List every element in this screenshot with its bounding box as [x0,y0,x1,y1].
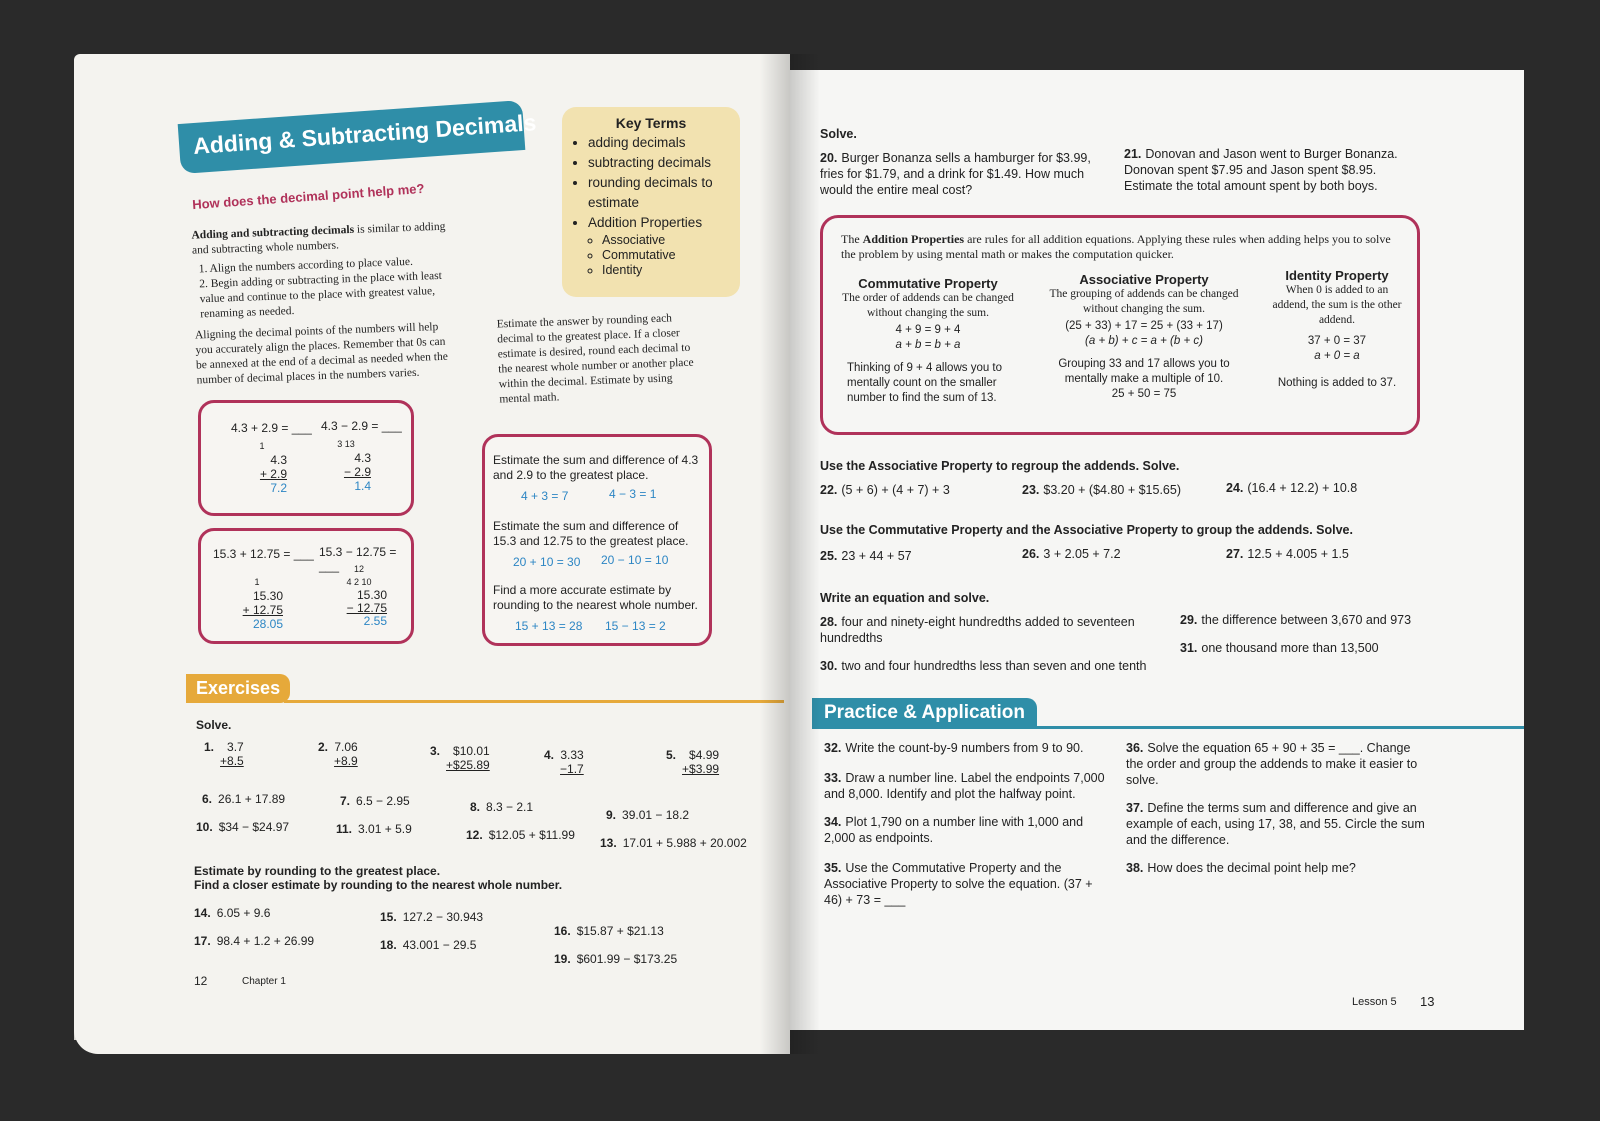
question-23: 23. $3.20 + ($4.80 + $15.65) [1022,483,1182,497]
example-box-1 [198,400,414,516]
add-work: 1 4.3 + 2.9 7.2 [259,441,287,495]
example-box-2 [198,528,414,644]
key-subterm: ◦ Identity [602,263,726,278]
question-28: 28. four and ninety-eight hundredths added to seventeen hundredths [820,615,1135,645]
estimate-2-diff: 20 − 10 = 10 [601,553,669,567]
estimate-box [482,434,712,646]
estimate-1-text: Estimate the sum and difference of 4.3 and 2.9 to the greatest place. [493,453,699,482]
exercise-17: 17. 98.4 + 1.2 + 26.99 [194,934,315,948]
sub-work: 3 13 4.3 − 2.9 1.4 [337,439,371,493]
addition-properties-box [820,215,1420,435]
exercise-7: 7. 6.5 − 2.95 [340,794,410,808]
associative-property: Associative Property The grouping of addends can be changed without changing the sum. (25 + 33) + 17 = 25 + (33 + 17) (a + b) + c = a + (b + c) Grouping 33 and 17 allows you to mentally make a multiple of 10. 25 + 50 = 75 [1049,272,1239,400]
estimate-3-sum: 15 + 13 = 28 [515,619,583,633]
exercise-15: 15. 127.2 − 30.943 [380,910,484,924]
estimate-3-diff: 15 − 13 = 2 [605,619,666,633]
book-spine [760,54,820,1054]
solve-label: Solve. [196,718,232,732]
question-31: 31. one thousand more than 13,500 [1180,641,1379,655]
exercise-16: 16. $15.87 + $21.13 [554,924,664,938]
exercise-10: 10. $34 − $24.97 [196,820,290,834]
associative-instructions: Use the Associative Property to regroup the addends. Solve. [820,459,1180,473]
step-1: 1. Align the numbers according to place value. [198,255,414,276]
chapter-label: Chapter 1 [242,976,286,987]
question-35: 35. Use the Commutative Property and the Associative Property to solve the equation. (37 + 46) + 73 = ___ [824,861,1093,907]
right-page [790,70,1524,1030]
exercise-3: 3. $10.01 +$25.89 [430,744,490,772]
align-text: Aligning the decimal points of the numbers will help you accurately align the places. Remember that 0s can be annexed at the end of a decimal as needed when the number of decimal places in the numbers varies. [194,321,449,387]
solve-label-right: Solve. [820,127,857,141]
essential-question: How does the decimal point help me? [191,180,425,213]
exercises-rule [284,700,784,703]
estimate-3-text: Find a more accurate estimate by rounding to the nearest whole number. [493,583,698,612]
key-subterm: ◦ Commutative [602,248,726,263]
question-37: 37. Define the terms sum and difference and give an example of each, using 17, 38, and 55. Circle the sum and the difference. [1126,801,1425,847]
step-2: 2. Begin adding or subtracting in the place with least value and continue to the place with greatest value, renaming as needed. [199,269,443,321]
lesson-title: Adding & Subtracting Decimals [178,100,526,174]
sub-work: 12 4 2 10 15.30 − 12.75 2.55 [346,564,387,628]
estimate-instructions: Estimate by rounding to the greatest place. Find a closer estimate by rounding to the nearest whole number. [194,864,563,892]
key-terms-box [562,107,740,297]
commutative-instructions: Use the Commutative Property and the Associative Property to group the addends. Solve. [820,523,1353,537]
exercise-13: 13. 17.01 + 5.988 + 20.002 [600,836,747,850]
exercise-1: 1. 3.7 +8.5 [204,740,244,768]
commutative-property: Commutative Property The order of addends can be changed without changing the sum. 4 + 9 = 9 + 4 a + b = b + a Thinking of 9 + 4 allows you to mentally count on the smaller number to find the sum of 13. [842,276,1014,404]
question-30: 30. two and four hundredths less than seven and one tenth [820,659,1147,673]
left-page [74,54,790,1054]
question-32: 32. Write the count-by-9 numbers from 9 to 90. [824,741,1084,755]
question-22: 22. (5 + 6) + (4 + 7) + 3 [820,483,950,497]
exercise-12: 12. $12.05 + $11.99 [466,828,575,842]
key-term: • subtracting decimals [588,153,726,173]
question-21: 21. Donovan and Jason went to Burger Bonanza. Donovan spent $7.95 and Jason spent $8.95. Estimate the total amount spent by both boys. [1124,147,1398,193]
estimate-2-sum: 20 + 10 = 30 [513,555,581,569]
question-36: 36. Solve the equation 65 + 90 + 35 = ___. Change the order and group the addends to make it easier to solve. [1126,741,1418,787]
exercise-14: 14. 6.05 + 9.6 [194,906,271,920]
page-number-left: 12 [194,974,208,988]
question-27: 27. 12.5 + 4.005 + 1.5 [1226,547,1349,561]
key-term: • Addition Properties [588,213,726,233]
exercise-18: 18. 43.001 − 29.5 [380,938,477,952]
question-20: 20. Burger Bonanza sells a hamburger for $3.99, fries for $1.79, and a drink for $1.49. How much would the entire meal cost? [820,151,1091,197]
question-34: 34. Plot 1,790 on a number line with 1,000 and 2,000 as endpoints. [824,815,1084,845]
exercise-19: 19. $601.99 − $173.25 [554,952,678,966]
add-question: 15.3 + 12.75 = ___ [213,547,314,561]
exercise-2: 2. 7.06 +8.9 [318,740,358,768]
lesson-label: Lesson 5 [1352,996,1397,1008]
question-33: 33. Draw a number line. Label the endpoints 7,000 and 8,000. Identify and plot the halfway point. [824,771,1105,801]
estimate-1-sum: 4 + 3 = 7 [521,489,569,503]
intro-text: Adding and subtracting decimals is similar to adding and subtracting whole numbers. 1. Align the numbers according to place value. 2. Begin adding or subtracting in the place with least value and continue to the place with greatest value, renaming as needed. Aligning the decimal points of the numbers will help you accurately align the places. Remember that 0s can be annexed at the end of a decimal as needed when the number of decimal places in the numbers varies. [191,220,456,389]
practice-banner: Practice & Application [812,698,1037,728]
question-29: 29. the difference between 3,670 and 973 [1180,613,1412,627]
estimate-text: Estimate the answer by rounding each decimal to the greatest place. If a closer estimate is desired, round each decimal to the nearest whole number or another place within the decimal. Estimate by using mental math. [496,312,694,406]
exercises-banner: Exercises [186,674,290,703]
sub-question: 15.3 − 12.75 = ___ [319,545,397,573]
question-38: 38. How does the decimal point help me? [1126,861,1356,875]
key-subterm: ◦ Associative [602,233,726,248]
estimate-2-text: Estimate the sum and difference of 15.3 and 12.75 to the greatest place. [493,519,689,548]
exercise-8: 8. 8.3 − 2.1 [470,800,534,814]
question-24: 24. (16.4 + 12.2) + 10.8 [1226,481,1358,495]
key-terms-heading: Key Terms [615,115,687,131]
equation-instructions: Write an equation and solve. [820,591,990,605]
exercise-6: 6. 26.1 + 17.89 [202,792,286,806]
exercise-4: 4. 3.33 −1.7 [544,748,584,776]
key-term: • adding decimals [588,133,726,153]
exercise-5: 5. $4.99 +$3.99 [666,748,720,776]
exercise-11: 11. 3.01 + 5.9 [336,822,412,836]
add-work: 1 15.30 + 12.75 28.05 [242,577,283,631]
question-26: 26. 3 + 2.05 + 7.2 [1022,547,1121,561]
question-25: 25. 23 + 44 + 57 [820,549,912,563]
properties-intro: The Addition Properties are rules for all addition equations. Applying these rules when adding helps you to solve the problem by using mental math or makes the computation quicker. [841,232,1391,261]
page-number-right: 13 [1420,994,1435,1009]
exercise-9: 9. 39.01 − 18.2 [606,808,690,822]
key-term: • rounding decimals to estimate [588,173,726,213]
identity-property: Identity Property When 0 is added to an addend, the sum is the other addend. 37 + 0 = 37 a + 0 = a Nothing is added to 37. [1272,268,1402,389]
estimate-1-diff: 4 − 3 = 1 [609,487,657,501]
add-question: 4.3 + 2.9 = ___ [231,421,312,435]
sub-question: 4.3 − 2.9 = ___ [321,419,402,433]
practice-rule [812,726,1524,729]
